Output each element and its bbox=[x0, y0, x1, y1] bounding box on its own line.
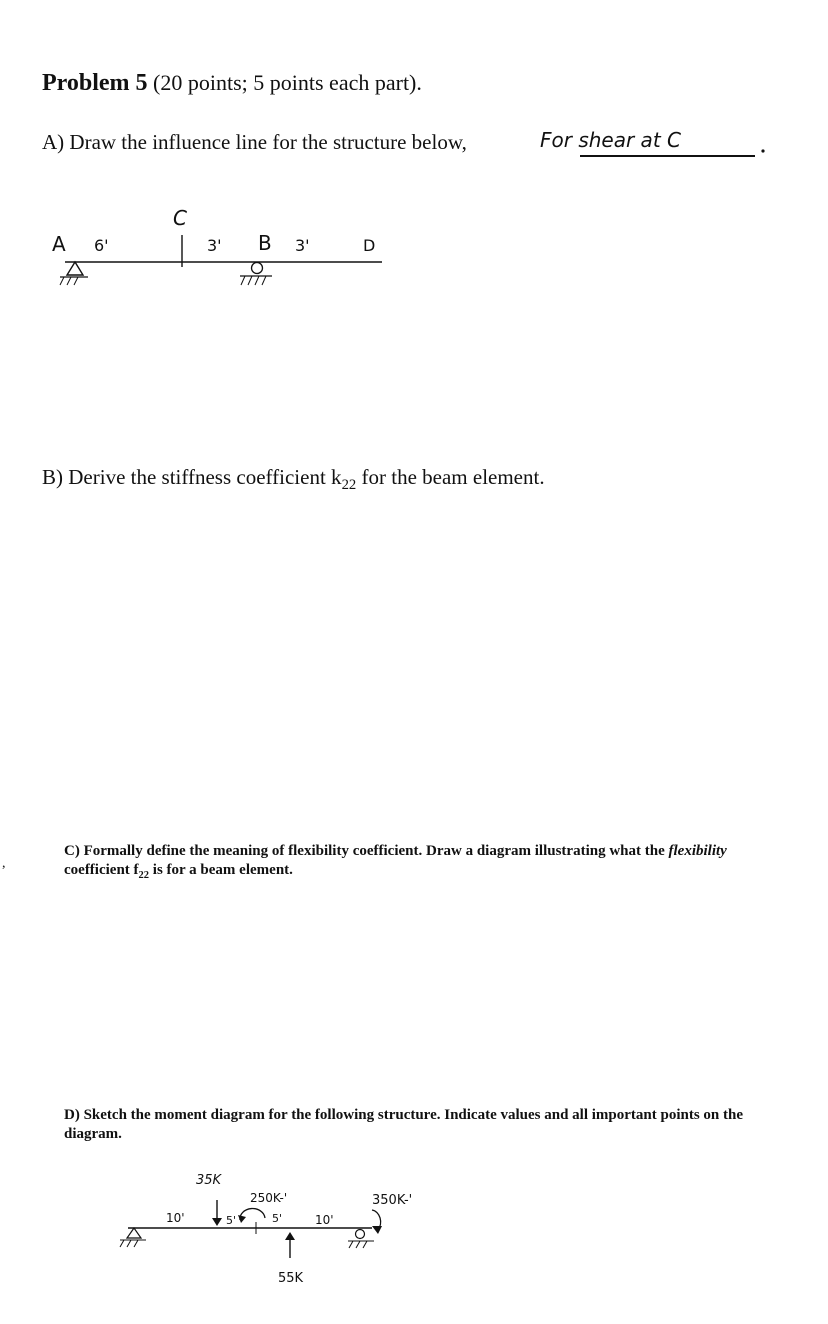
roller-support-right bbox=[356, 1230, 365, 1239]
roller-support-b bbox=[252, 263, 263, 274]
handwritten-note-text: For shear at C bbox=[540, 128, 681, 152]
part-b-prompt bbox=[42, 465, 545, 494]
label-a: A bbox=[52, 232, 66, 256]
label-span-bd: 3' bbox=[295, 236, 310, 255]
margin-mark: , bbox=[2, 856, 6, 871]
part-a-beam-diagram bbox=[40, 195, 400, 305]
span-5-a: 5' bbox=[226, 1214, 237, 1227]
part-a-prompt bbox=[42, 130, 467, 155]
part-d-text: D) Sketch the moment diagram for the following structure. Indicate values and all important points on the diagram. bbox=[64, 1107, 744, 1142]
pin-support-a bbox=[67, 262, 83, 275]
label-c: C bbox=[173, 206, 187, 230]
span-5-b: 5' bbox=[272, 1212, 283, 1225]
part-d-beam-diagram bbox=[110, 1160, 440, 1300]
part-b-subscript: 22 bbox=[341, 477, 357, 494]
label-b: B bbox=[258, 231, 272, 255]
problem-points: (20 points; 5 points each part). bbox=[147, 70, 422, 95]
pin-support-left bbox=[127, 1228, 141, 1238]
part-b-text: B) Derive the stiffness coefficient k bbox=[42, 465, 342, 489]
part-c-text-2: coefficient f bbox=[64, 862, 139, 878]
part-d-prompt bbox=[64, 1106, 764, 1144]
load-35k: 35K bbox=[196, 1173, 222, 1188]
handwritten-period bbox=[761, 149, 764, 152]
span-10-right: 10' bbox=[315, 1213, 334, 1227]
span-10-left: 10' bbox=[166, 1211, 185, 1225]
problem-number: Problem 5 bbox=[42, 70, 148, 96]
part-c-italic: flexibility bbox=[668, 843, 727, 859]
load-55k: 55K bbox=[278, 1271, 304, 1286]
load-250: 250K-' bbox=[250, 1191, 288, 1205]
part-c-prompt bbox=[64, 842, 764, 885]
part-b-text-end: for the beam element. bbox=[356, 465, 545, 489]
part-a-handwritten-note bbox=[535, 120, 775, 170]
problem-title bbox=[42, 70, 422, 97]
part-c-text: C) Formally define the meaning of flexibility coefficient. Draw a diagram illustrating what the bbox=[64, 843, 669, 859]
part-c-text-end: is for a beam element. bbox=[149, 862, 293, 878]
load-350: 350K-' bbox=[372, 1193, 413, 1208]
part-a-text: A) Draw the influence line for the structure below, bbox=[42, 130, 467, 154]
label-d: D bbox=[363, 236, 376, 255]
part-c-subscript: 22 bbox=[138, 870, 150, 881]
label-span-ac: 6' bbox=[94, 236, 109, 255]
label-span-cb: 3' bbox=[207, 236, 222, 255]
